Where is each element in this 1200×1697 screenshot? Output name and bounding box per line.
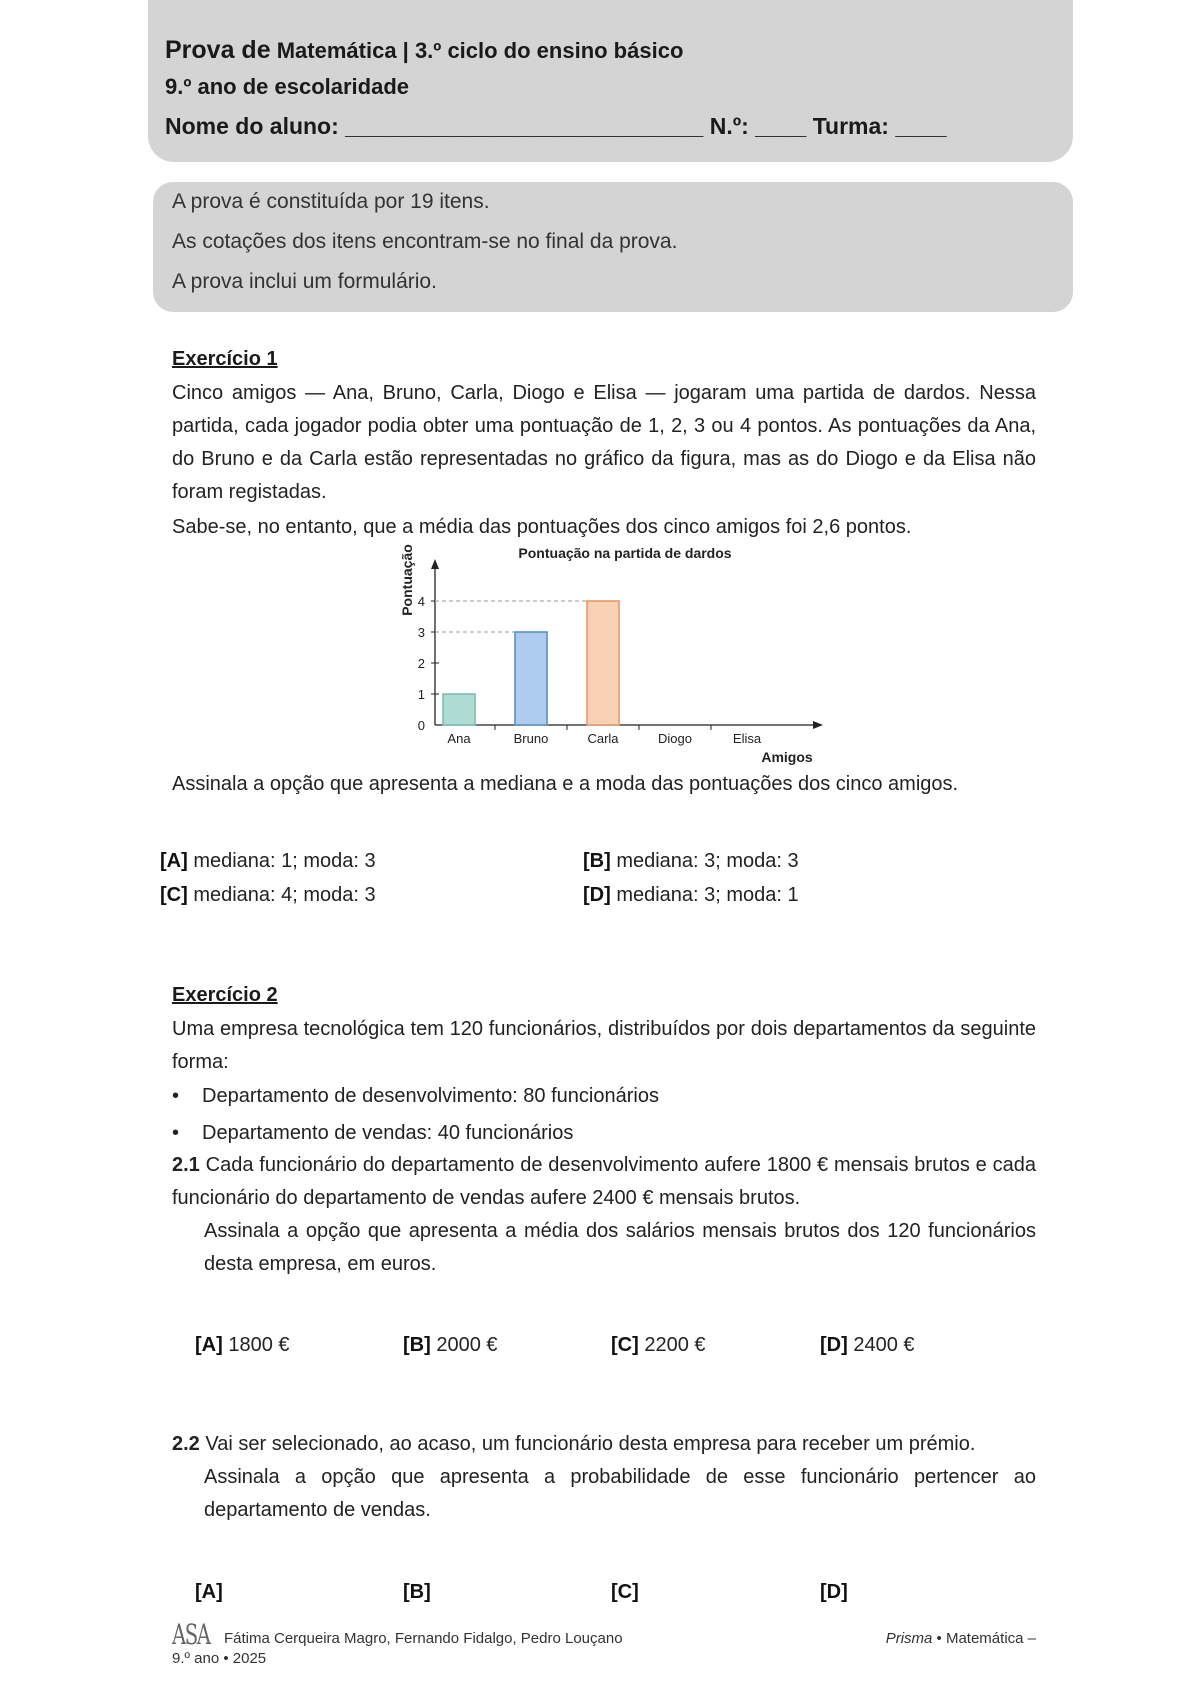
option-text: 2000 € <box>430 1334 498 1356</box>
question-number: 2.1 <box>172 1154 200 1176</box>
option-letter: [B] <box>403 1581 431 1603</box>
bullet-item <box>172 1122 573 1145</box>
option-letter: [D] <box>820 1334 848 1356</box>
exam-title-bold: Prova de <box>165 36 271 64</box>
option-text: mediana: 3; moda: 1 <box>610 884 799 906</box>
option-d[interactable] <box>820 1334 915 1357</box>
bullet-icon: • <box>172 1122 180 1144</box>
option-letter: [D] <box>583 884 611 906</box>
bar <box>587 601 619 725</box>
bullet-icon: • <box>172 1085 180 1107</box>
option-letter: [A] <box>160 850 188 872</box>
exercise-1-title: Exercício 1 <box>172 348 278 370</box>
option-c[interactable] <box>611 1334 706 1357</box>
footer-brand-name: Prisma <box>885 1630 933 1647</box>
bar-chart <box>395 540 835 765</box>
option-letter: [D] <box>820 1581 848 1603</box>
exercise-1-question: Assinala a opção que apresenta a mediana e a moda das pontuações dos cinco amigos. <box>172 773 959 795</box>
question-text: Vai ser selecionado, ao acaso, um funcionário desta empresa para receber um prémio. <box>199 1433 976 1455</box>
option-a[interactable] <box>195 1581 223 1604</box>
instructions-box <box>153 182 1073 312</box>
question-2-2 <box>172 1428 1036 1527</box>
option-text: 1800 € <box>222 1334 290 1356</box>
publisher-logo: ASA <box>172 1618 210 1651</box>
option-b[interactable] <box>403 1581 431 1604</box>
question-ask: Assinala a opção que apresenta a probabilidade de esse funcionário pertencer ao departamento de vendas. <box>204 1466 1036 1521</box>
option-letter: [C] <box>611 1581 639 1603</box>
option-letter: [C] <box>160 884 188 906</box>
footer-series: • Matemática – <box>932 1630 1036 1647</box>
option-letter: [B] <box>583 850 611 872</box>
footer <box>172 1618 1036 1667</box>
x-tick-label: Carla <box>587 731 619 746</box>
option-b[interactable] <box>583 850 799 873</box>
bar <box>443 694 475 725</box>
instruction-line: A prova é constituída por 19 itens. <box>172 190 490 213</box>
bullet-item <box>172 1085 659 1108</box>
footer-brand <box>886 1630 1036 1647</box>
option-d[interactable] <box>583 884 799 907</box>
x-tick-label: Diogo <box>658 731 692 746</box>
option-b[interactable] <box>403 1334 498 1357</box>
option-a[interactable] <box>195 1334 290 1357</box>
option-text: 2400 € <box>847 1334 915 1356</box>
option-d[interactable] <box>820 1581 848 1604</box>
option-c[interactable] <box>611 1581 639 1604</box>
option-text: 2200 € <box>638 1334 706 1356</box>
footer-edition: 9.º ano • 2025 <box>172 1650 267 1667</box>
x-axis-arrow <box>813 721 823 729</box>
y-axis-arrow <box>431 559 439 569</box>
option-letter: [B] <box>403 1334 431 1356</box>
y-tick-label: 3 <box>417 625 425 640</box>
school-year: 9.º ano de escolaridade <box>165 74 410 99</box>
option-letter: [C] <box>611 1334 639 1356</box>
chart-x-axis-label: Amigos <box>761 749 813 765</box>
exercise-1-text-2: Sabe-se, no entanto, que a média das pontuações dos cinco amigos foi 2,6 pontos. <box>172 516 912 538</box>
exam-title-rest: Matemática | 3.º ciclo do ensino básico <box>276 38 684 63</box>
exercise-2-text: Uma empresa tecnológica tem 120 funcionários, distribuídos por dois departamentos da seguinte forma: <box>172 1018 1036 1073</box>
option-a[interactable] <box>160 850 376 873</box>
bar <box>515 632 547 725</box>
y-tick-label: 0 <box>417 718 425 733</box>
y-tick-label: 2 <box>417 656 425 671</box>
footer-authors: Fátima Cerqueira Magro, Fernando Fidalgo, Pedro Louçano <box>224 1630 623 1647</box>
question-2-1 <box>172 1149 1036 1281</box>
chart-plot-area <box>418 559 823 746</box>
option-letter: [A] <box>195 1581 223 1603</box>
header-box <box>148 0 1073 162</box>
option-text: mediana: 4; moda: 3 <box>187 884 376 906</box>
option-text: mediana: 3; moda: 3 <box>610 850 799 872</box>
bullet-text: Departamento de desenvolvimento: 80 funcionários <box>202 1085 659 1107</box>
question-text: Cada funcionário do departamento de desenvolvimento aufere 1800 € mensais brutos e cada funcionário do departamento de vendas aufere 2400 € mensais brutos. <box>172 1154 1036 1209</box>
instruction-line: A prova inclui um formulário. <box>172 270 437 293</box>
x-tick-label: Elisa <box>732 731 762 746</box>
option-c[interactable] <box>160 884 376 907</box>
student-fields: Nome do aluno: ____________________________ N.º: ____ Turma: ____ <box>165 113 947 139</box>
y-tick-label: 1 <box>417 687 425 702</box>
bullet-text: Departamento de vendas: 40 funcionários <box>202 1122 574 1144</box>
option-letter: [A] <box>195 1334 223 1356</box>
x-tick-label: Ana <box>447 731 471 746</box>
option-text: mediana: 1; moda: 3 <box>187 850 376 872</box>
exercise-1-text: Cinco amigos — Ana, Bruno, Carla, Diogo e Elisa — jogaram uma partida de dardos. Nessa partida, cada jogador podia obter uma pontuação de 1, 2, 3 ou 4 pontos. As pontuações da Ana, do Bruno e da Carla estão representadas no gráfico da figura, mas as do Diogo e da Elisa não foram registadas. <box>172 382 1036 503</box>
y-tick-label: 4 <box>417 594 425 609</box>
chart-y-axis-label: Pontuação <box>399 544 415 616</box>
question-number: 2.2 <box>172 1433 200 1455</box>
instruction-line: As cotações dos itens encontram-se no final da prova. <box>172 230 678 253</box>
question-ask: Assinala a opção que apresenta a média dos salários mensais brutos dos 120 funcionários desta empresa, em euros. <box>204 1220 1036 1275</box>
chart-title: Pontuação na partida de dardos <box>518 545 732 561</box>
x-tick-label: Bruno <box>513 731 549 746</box>
exam-title <box>165 36 683 65</box>
footer-line <box>172 1618 1036 1651</box>
exercise-2-title: Exercício 2 <box>172 984 278 1006</box>
